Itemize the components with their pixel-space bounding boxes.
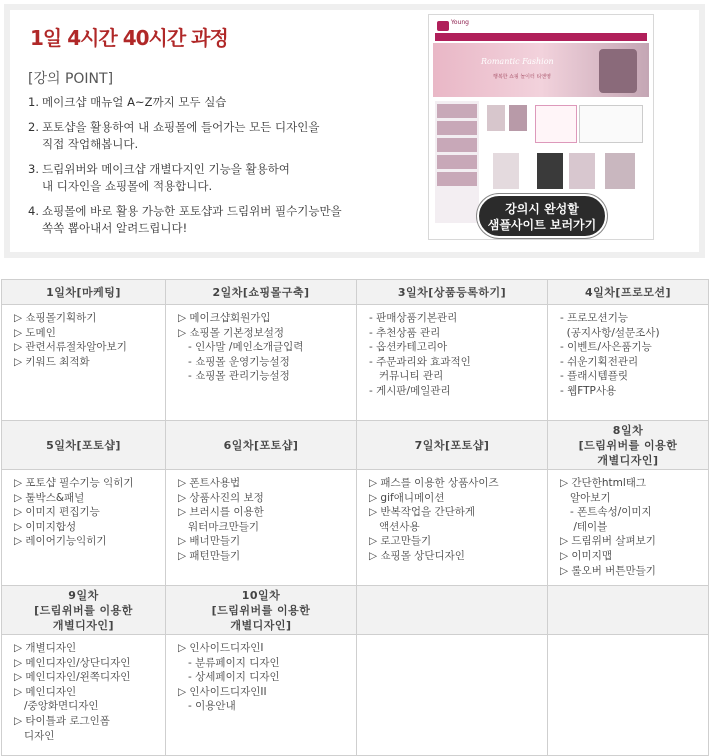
lecture-point-number: 1. — [28, 95, 39, 109]
topic-item: - 웹FTP사용 — [560, 384, 617, 397]
topic-item: 액션사용 — [369, 520, 420, 533]
lecture-point-item — [28, 203, 358, 237]
topic-list — [178, 311, 350, 384]
topic-item: ▷ 포토샵 필수기능 익히기 — [14, 477, 134, 489]
topic-item: ▷ 관련서류절차알아보기 — [14, 341, 127, 354]
site-brand: Young — [451, 19, 469, 26]
day-header — [357, 586, 548, 635]
lecture-point-text: 쇼핑몰에 바로 활용 가능한 포토샵과 드림위버 필수기능만을 쏙쏙 뽑아내서 알려드립니다! — [42, 204, 342, 235]
topic-item: ▷ 쇼핑몰 상단디자인 — [369, 549, 465, 562]
lecture-point-text: 드림위버와 메이크샵 개별다지인 기능을 활용하여 내 디자인을 쇼핑몰에 적용합니다. — [42, 162, 290, 193]
topic-item: ▷ 레이어기능익히기 — [14, 535, 107, 548]
topic-item: ▷ 롤오버 버튼만들기 — [560, 564, 656, 577]
site-logo-icon — [437, 21, 449, 31]
hero-model-image — [599, 49, 637, 93]
topic-item: - 분류페이지 디자인 — [178, 656, 280, 669]
topic-item: - 옵션카테고리아 — [369, 341, 448, 354]
topic-item: - 쉬운기획전관리 — [560, 355, 639, 368]
topic-item: 알아보기 — [560, 491, 611, 504]
day-header: 2일차[쇼핑몰구축] — [166, 280, 357, 305]
lecture-point-number: 4. — [28, 204, 39, 218]
schedule-header-row — [2, 586, 709, 635]
hero-title: Romantic Fashion — [481, 57, 554, 66]
topic-item: ▷ 이미지합성 — [14, 520, 77, 533]
lecture-point-text: 메이크샵 매뉴얼 A~Z까지 모두 실습 — [42, 95, 227, 109]
site-notice-panel — [579, 105, 643, 143]
day-header — [548, 586, 709, 635]
topic-item: /테이블 — [560, 520, 608, 533]
day-header: 3일차[상품등록하기] — [357, 280, 548, 305]
day-topics-cell — [2, 635, 166, 756]
day-header: 5일차[포토샵] — [2, 421, 166, 470]
product-image — [605, 153, 635, 189]
day-topics-cell — [357, 305, 548, 421]
sidebar-block — [437, 121, 477, 135]
site-sidebar — [435, 101, 479, 223]
site-promo-panel — [535, 105, 577, 143]
topic-item: ▷ 브러시를 이용한 — [178, 506, 264, 519]
schedule-body-row — [2, 635, 709, 756]
topic-item: 워터마크만들기 — [178, 520, 260, 533]
lecture-point-number: 3. — [28, 162, 39, 176]
topic-list — [14, 641, 159, 743]
topic-item: ▷ 툴박스&패널 — [14, 491, 85, 504]
topic-item: ▷ 쇼핑몰기획하기 — [14, 312, 97, 324]
topic-item: - 프로모션기능 — [560, 312, 628, 324]
topic-item: - 판매상품기본관리 — [369, 312, 458, 324]
day-topics-cell — [357, 470, 548, 586]
topic-item: (공지사항/설문조사) — [560, 326, 660, 339]
topic-item: ▷ 배너만들기 — [178, 535, 241, 548]
topic-item: - 주문과리와 효과적인 — [369, 355, 471, 368]
topic-list — [14, 311, 159, 369]
lecture-point-text: 포토샵을 활용하여 내 쇼핑몰에 들어가는 모든 디자인을 직접 작업해봅니다. — [42, 120, 320, 151]
sidebar-block — [437, 172, 477, 186]
product-image — [569, 153, 595, 189]
topic-item: ▷ 이미지 편집기능 — [14, 506, 100, 519]
topic-list — [560, 311, 702, 399]
topic-list — [178, 641, 350, 714]
topic-item: - 쇼핑몰 운영기능설정 — [178, 355, 290, 368]
topic-item: ▷ 개별디자인 — [14, 642, 77, 654]
day-topics-cell — [548, 635, 709, 756]
topic-item: - 인사말 /메인소개글입력 — [178, 341, 304, 354]
topic-item: ▷ 쇼핑몰 기본정보설정 — [178, 326, 285, 339]
topic-item: ▷ 패스를 이용한 상품사이즈 — [369, 477, 499, 489]
hero-subtitle: 행복한 쇼핑 놀이터 티앤영 — [493, 74, 551, 80]
lecture-point-number: 2. — [28, 120, 39, 134]
topic-list — [369, 311, 541, 399]
lecture-point-heading: [강의 POINT] — [28, 71, 114, 87]
topic-item: ▷ 메이크샵회원가입 — [178, 312, 271, 324]
sidebar-block — [437, 155, 477, 169]
course-title: 1일 4시간 40시간 과정 — [30, 26, 228, 50]
topic-item: - 이용안내 — [178, 700, 236, 713]
schedule-header-row — [2, 421, 709, 470]
topic-item: ▷ 키워드 최적화 — [14, 355, 90, 368]
product-image — [487, 105, 505, 131]
topic-item: /중앙화면디자인 — [14, 700, 99, 713]
site-hero-banner — [433, 43, 649, 97]
topic-item: ▷ 인사이드디자인I — [178, 642, 264, 654]
sidebar-block — [437, 138, 477, 152]
topic-item: ▷ 타이틀과 로그인폼 — [14, 714, 110, 727]
lecture-point-item — [28, 119, 358, 153]
schedule-body-row — [2, 470, 709, 586]
topic-item: ▷ 폰트사용법 — [178, 477, 241, 489]
topic-item: ▷ 도메인 — [14, 326, 56, 339]
day-header: 7일차[포토샵] — [357, 421, 548, 470]
day-topics-cell — [548, 470, 709, 586]
topic-item: ▷ 인사이드디자인II — [178, 685, 267, 698]
topic-item: - 게시판/메일관리 — [369, 384, 451, 397]
topic-item: ▷ 로고만들기 — [369, 535, 432, 548]
product-image — [493, 153, 519, 189]
topic-list — [369, 476, 541, 564]
sample-site-button[interactable]: 강의시 완성할 샘플사이트 보러가기 — [477, 194, 607, 238]
topic-item: 커뮤니티 관리 — [369, 370, 444, 383]
day-header: 6일차[포토샵] — [166, 421, 357, 470]
topic-item: - 폰트속성/이미지 — [560, 506, 652, 519]
day-header: 1일차[마케팅] — [2, 280, 166, 305]
day-header: 10일차 [드림위버를 이용한 개별디자인] — [166, 586, 357, 635]
topic-item: ▷ 상품사진의 보정 — [178, 491, 264, 504]
day-topics-cell — [357, 635, 548, 756]
topic-list — [178, 476, 350, 564]
day-topics-cell — [548, 305, 709, 421]
topic-item: ▷ 패턴만들기 — [178, 549, 241, 562]
product-image — [537, 153, 563, 189]
topic-item: ▷ 반복작업을 간단하게 — [369, 506, 476, 519]
topic-item: 디자인 — [14, 729, 55, 742]
day-topics-cell — [2, 470, 166, 586]
topic-item: - 플래시템플릿 — [560, 370, 628, 383]
day-header: 9일차 [드림위버를 이용한 개별디자인] — [2, 586, 166, 635]
topic-item: ▷ 드림위버 살펴보기 — [560, 535, 656, 548]
sidebar-block — [437, 104, 477, 118]
topic-item: ▷ gif애니메이션 — [369, 491, 445, 504]
site-nav-bar — [435, 33, 647, 41]
day-topics-cell — [166, 470, 357, 586]
lecture-point-item — [28, 161, 358, 195]
day-topics-cell — [166, 305, 357, 421]
topic-item: ▷ 이미지맵 — [560, 549, 612, 562]
topic-list — [560, 476, 702, 578]
day-topics-cell — [2, 305, 166, 421]
topic-list — [14, 476, 159, 549]
topic-item: - 이벤트/사은품기능 — [560, 341, 652, 354]
course-schedule-table — [1, 279, 709, 756]
topic-item: ▷ 메인디자인 — [14, 685, 77, 698]
topic-item: - 추천상품 관리 — [369, 326, 441, 339]
topic-item: - 상세페이지 디자인 — [178, 671, 280, 684]
day-header: 8일차 [드림위버를 이용한 개별디자인] — [548, 421, 709, 470]
topic-item: ▷ 메인디자인/상단디자인 — [14, 656, 131, 669]
topic-item: - 쇼핑몰 관리기능설정 — [178, 370, 290, 383]
day-topics-cell — [166, 635, 357, 756]
product-image — [509, 105, 527, 131]
schedule-body-row — [2, 305, 709, 421]
topic-item: ▷ 간단한html태그 — [560, 477, 647, 489]
lecture-point-item — [28, 94, 358, 111]
lecture-point-list — [28, 94, 358, 245]
topic-item: ▷ 메인디자인/왼쪽디자인 — [14, 671, 131, 684]
day-header: 4일차[프로모션] — [548, 280, 709, 305]
schedule-header-row — [2, 280, 709, 305]
